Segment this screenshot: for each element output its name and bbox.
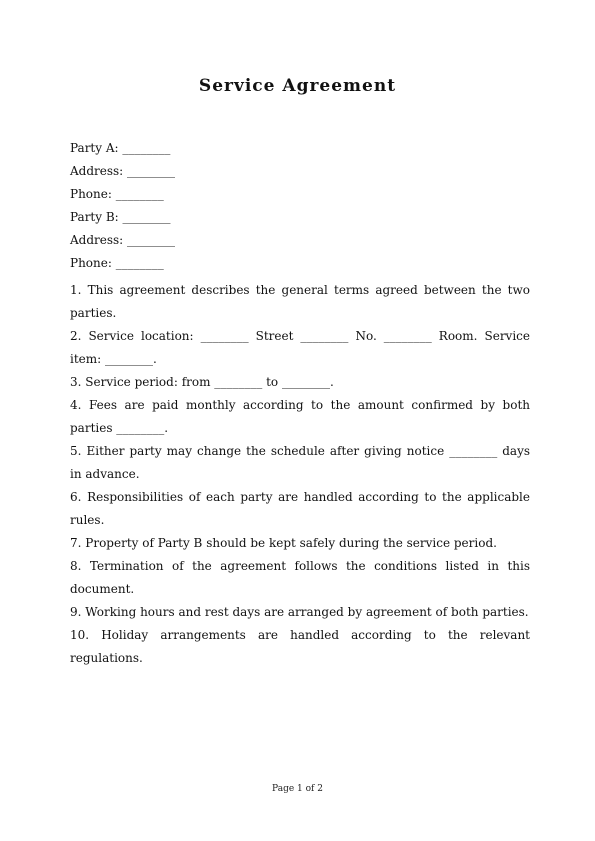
contract-paragraph-9: 9. Working hours and rest days are arranged by agreement of both parties.	[70, 605, 529, 619]
contract-paragraph-4: 4. Fees are paid monthly according to the amount confirmed by both parties ________.	[70, 398, 530, 435]
field-party-a-address: Address: ________	[70, 164, 176, 178]
contract-paragraph-1: 1. This agreement describes the general terms agreed between the two parties.	[70, 283, 530, 320]
document-title: Service Agreement	[198, 76, 397, 96]
contract-body	[70, 279, 530, 670]
page-number-footer: Page 1 of 2	[272, 784, 323, 794]
contract-paragraph-2: 2. Service location: ________ Street ________ No. ________ Room. Service item: ________.	[70, 329, 530, 366]
contract-paragraph-5: 5. Either party may change the schedule after giving notice ________ days in advance.	[70, 444, 530, 481]
contract-paragraph-3: 3. Service period: from ________ to ________.	[70, 375, 334, 389]
field-party-b-phone: Phone: ________	[70, 256, 164, 270]
contract-paragraph-7: 7. Property of Party B should be kept safely during the service period.	[70, 536, 497, 550]
party-info-fields	[70, 137, 530, 275]
contract-paragraph-6: 6. Responsibilities of each party are handled according to the applicable rules.	[70, 490, 530, 527]
field-party-b-address: Address: ________	[70, 233, 176, 247]
field-party-a-phone: Phone: ________	[70, 187, 164, 201]
contract-paragraph-10: 10. Holiday arrangements are handled according to the relevant regulations.	[70, 628, 530, 665]
contract-paragraph-8: 8. Termination of the agreement follows the conditions listed in this document.	[70, 559, 530, 596]
field-party-b: Party B: ________	[70, 210, 171, 224]
field-party-a: Party A: ________	[70, 141, 171, 155]
